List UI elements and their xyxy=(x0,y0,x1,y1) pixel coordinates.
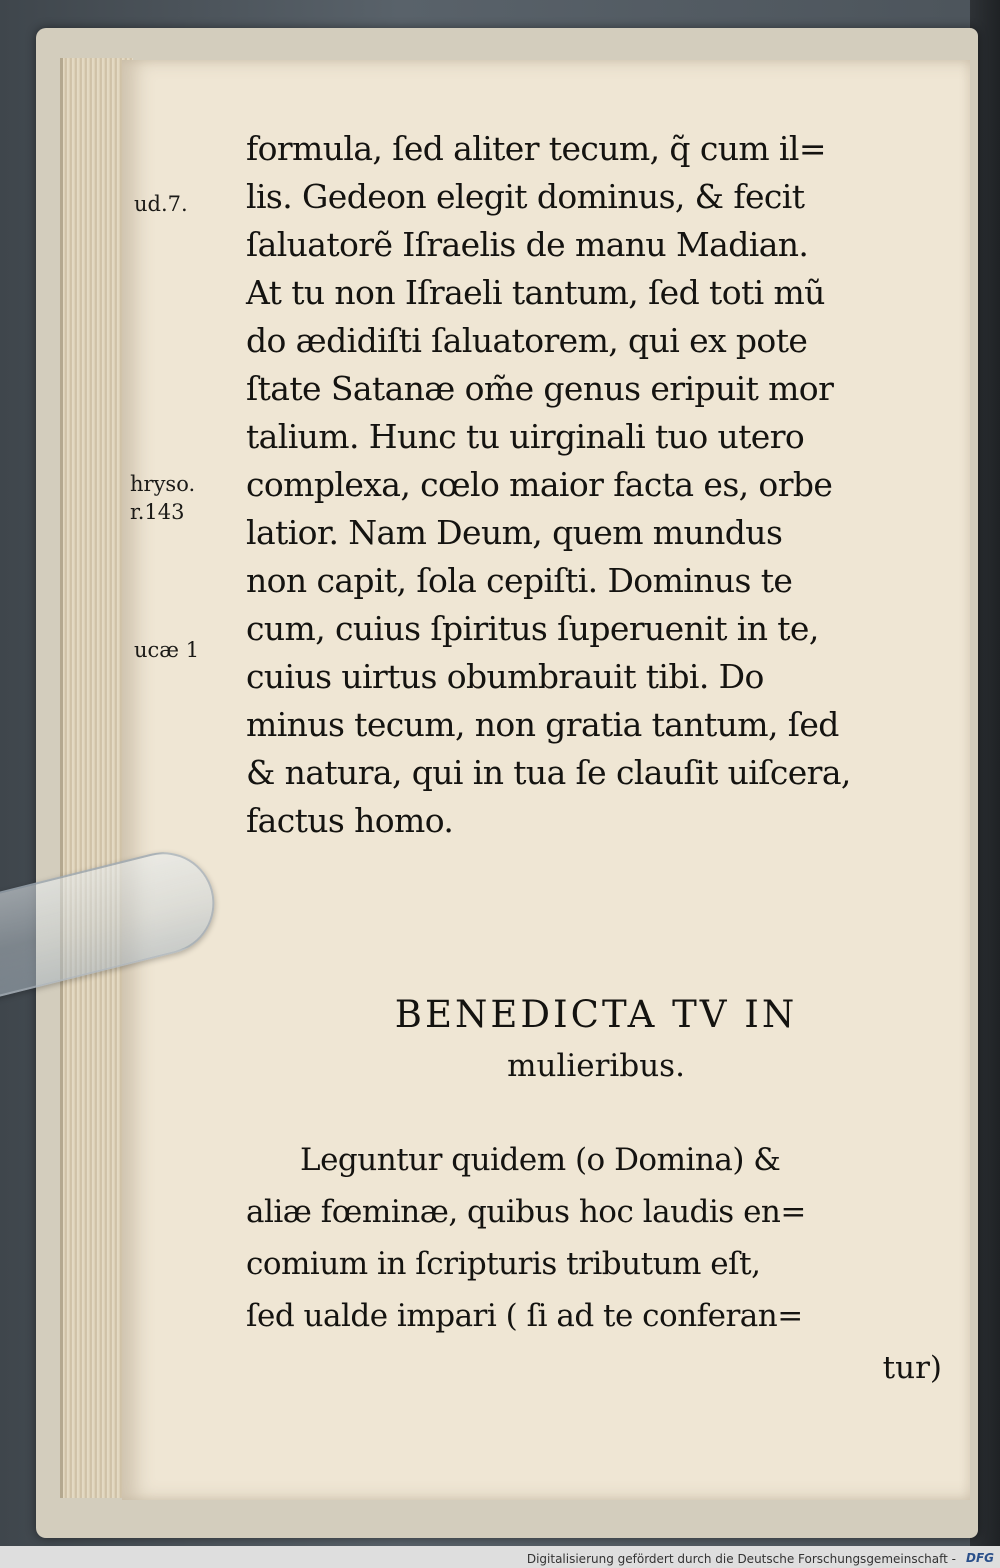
text-line: comium in ſcripturis tributum eſt, xyxy=(246,1246,761,1282)
text-line: cuius uirtus obumbrauit tibi. Do xyxy=(246,657,764,696)
second-text xyxy=(246,1134,946,1394)
marginal-note: r.143 xyxy=(130,500,185,524)
text-line: talium. Hunc tu uirginali tuo utero xyxy=(246,417,805,456)
dfg-logo: DFG xyxy=(965,1551,994,1565)
footer-credit: Digitalisierung gefördert durch die Deutsche Forschungsgemeinschaft - xyxy=(526,1552,956,1566)
text-line: At tu non Iſraeli tantum, ſed toti mũ xyxy=(246,273,825,312)
marginal-note: ucæ 1 xyxy=(134,638,200,662)
heading-subtitle: mulieribus. xyxy=(507,1048,685,1084)
text-line: ſaluatorẽ Iſraelis de manu Madian. xyxy=(246,225,809,264)
main-text xyxy=(246,125,946,845)
text-line: ſtate Satanæ om̃e genus eripuit mor xyxy=(246,369,834,408)
marginal-note: ud.7. xyxy=(134,192,188,216)
text-line: aliæ fœminæ, quibus hoc laudis en= xyxy=(246,1194,806,1230)
text-line: ſed ualde impari ( ſi ad te conferan= xyxy=(246,1298,803,1334)
footer-bar xyxy=(0,1546,1000,1568)
heading-title: BENEDICTA TV IN xyxy=(394,993,798,1036)
section-heading xyxy=(246,988,946,1090)
text-line: non capit, ſola cepiſti. Dominus te xyxy=(246,561,793,600)
marginal-notes xyxy=(124,60,244,1500)
text-line: minus tecum, non gratia tantum, ſed xyxy=(246,705,839,744)
catchword: tur) xyxy=(882,1350,942,1386)
text-line: Leguntur quidem (o Domina) & xyxy=(300,1142,781,1178)
text-line: formula, ſed aliter tecum, q̃ cum il= xyxy=(246,129,826,168)
text-line: latior. Nam Deum, quem mundus xyxy=(246,513,783,552)
text-line: complexa, cœlo maior facta es, orbe xyxy=(246,465,833,504)
marginal-note: hryso. xyxy=(130,472,196,496)
text-line: lis. Gedeon elegit dominus, & fecit xyxy=(246,177,805,216)
text-line: & natura, qui in tua ſe clauſit uiſcera, xyxy=(246,753,851,792)
text-line: do ædidiſti ſaluatorem, qui ex pote xyxy=(246,321,808,360)
text-line: factus homo. xyxy=(246,801,454,840)
text-line: cum, cuius ſpiritus ſuperuenit in te, xyxy=(246,609,819,648)
